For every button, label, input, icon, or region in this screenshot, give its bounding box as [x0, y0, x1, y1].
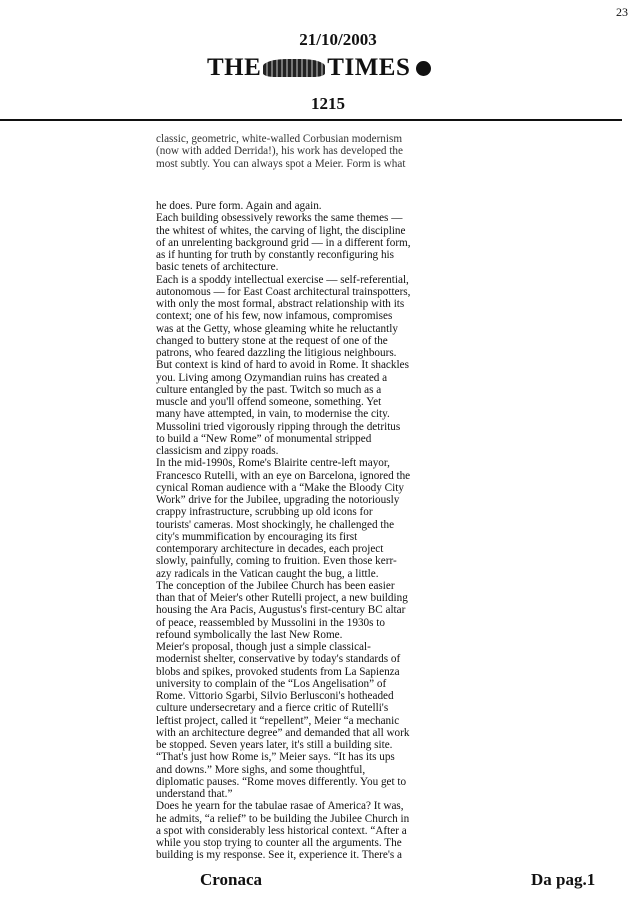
- text-line: culture undersecretary and a fierce critic of Rutelli's: [156, 702, 389, 715]
- text-line: culture entangled by the past. Twitch so much as a: [156, 383, 382, 396]
- text-line: classicism and zippy roads.: [156, 445, 279, 457]
- text-line: blobs and spikes, provoked students from La Sapienza: [156, 665, 400, 678]
- text-line: contemporary architecture in decades, each project: [156, 543, 384, 555]
- header-divider: [0, 119, 622, 121]
- text-line: Francesco Rutelli, with an eye on Barcelona, ignored the: [156, 469, 411, 482]
- text-line: Each building obsessively reworks the same themes —: [156, 212, 403, 225]
- text-line: But context is kind of hard to avoid in Rome. It shackles: [156, 359, 409, 372]
- text-line: with an architecture degree” and demanded that all work: [156, 726, 410, 739]
- text-line: azy radicals in the Vatican caught the bug, a little.: [156, 567, 379, 580]
- text-line: tourists' cameras. Most shockingly, he challenged the: [156, 518, 395, 531]
- issue-number: 1215: [311, 94, 345, 113]
- text-line: changed to buttery stone at the request of one of the: [156, 334, 388, 347]
- text-line: he admits, “a relief” to be building the Jubilee Church in: [156, 812, 410, 825]
- logo-dot-icon: [416, 61, 431, 76]
- text-line: autonomous — for East Coast architectural trainspotters,: [156, 285, 411, 298]
- text-line: most subtly. You can always spot a Meier. Form is what: [156, 157, 406, 170]
- text-line: In the mid-1990s, Rome's Blairite centre-left mayor,: [156, 457, 390, 470]
- text-line: a spot with considerably less historical context. “After a: [156, 824, 407, 837]
- royal-crest-icon: [263, 59, 325, 77]
- text-line: was at the Getty, whose gleaming white he reluctantly: [156, 322, 398, 335]
- text-line: and downs.” More sighs, and some thoughtful,: [156, 763, 366, 776]
- text-line: (now with added Derrida!), his work has developed the: [156, 145, 403, 158]
- text-line: he does. Pure form. Again and again.: [156, 200, 322, 212]
- text-line: slowly, painfully, coming to fruition. Even those kerr-: [156, 555, 397, 568]
- text-line: context; one of his few, now infamous, compromises: [156, 310, 393, 323]
- text-line: Mussolini tried vigorously ripping through the detritus: [156, 420, 401, 433]
- text-line: refound symbolically the last New Rome.: [156, 628, 343, 641]
- text-line: The conception of the Jubilee Church has been easier: [156, 579, 395, 592]
- text-line: to build a “New Rome” of monumental stripped: [156, 432, 372, 445]
- text-line: the whitest of whites, the carving of light, the discipline: [156, 224, 406, 237]
- text-line: basic tenets of architecture.: [156, 261, 279, 274]
- text-line: many have attempted, in vain, to modernise the city.: [156, 408, 390, 421]
- text-line: building is my response. See it, experience it. There's a: [156, 849, 403, 862]
- text-line: “That's just how Rome is,” Meier says. “It has its ups: [156, 751, 395, 764]
- text-line: Work” drive for the Jubilee, upgrading the notoriously: [156, 494, 400, 506]
- page-number: 23: [616, 5, 628, 19]
- article-body: [156, 200, 476, 862]
- text-line: patrons, who feared dazzling the litigious neighbours.: [156, 347, 397, 359]
- text-line: crappy infrastructure, scrubbing up old icons for: [156, 506, 373, 519]
- text-line: Does he yearn for the tabulae rasae of America? It was,: [156, 800, 404, 813]
- text-line: diplomatic pauses. “Rome moves differently. You get to: [156, 775, 407, 788]
- section-label: Cronaca: [200, 870, 263, 889]
- text-line: muscle and you'll offend someone, something. Yet: [156, 396, 382, 408]
- masthead-logo: THE TIMES: [207, 54, 431, 82]
- text-line: Meier's proposal, though just a simple classical-: [156, 641, 371, 653]
- text-line: leftist project, called it “repellent”, Meier “a mechanic: [156, 714, 400, 727]
- text-line: with only the most formal, abstract relationship with its: [156, 298, 405, 310]
- text-line: understand that.”: [156, 788, 233, 800]
- text-line: as if hunting for truth by constantly reconfiguring his: [156, 249, 395, 261]
- text-line: of peace, reassembled by Mussolini in the 1930s to: [156, 616, 385, 629]
- text-line: cynical Roman audience with a “Make the Bloody City: [156, 481, 404, 494]
- text-line: be stopped. Seven years later, it's still a building site.: [156, 739, 393, 751]
- text-line: Rome. Vittorio Sgarbi, Silvio Berlusconi's hotheaded: [156, 690, 394, 702]
- text-line: city's mummification by encouraging its first: [156, 530, 358, 543]
- text-line: than that of Meier's other Rutelli project, a new building: [156, 592, 408, 604]
- text-line: while you stop trying to counter all the arguments. The: [156, 837, 402, 849]
- publication-date: 21/10/2003: [299, 30, 377, 49]
- text-line: Each is a spoddy intellectual exercise — self-referential,: [156, 273, 409, 286]
- text-line: university to complain of the “Los Angelisation” of: [156, 677, 387, 690]
- text-line: of an unrelenting background grid — in a different form,: [156, 236, 411, 249]
- text-line: you. Living among Ozymandian ruins has created a: [156, 371, 388, 384]
- continued-label: Da pag.1: [531, 870, 596, 889]
- text-line: modernist shelter, conservative by today's standards of: [156, 653, 401, 666]
- text-line: housing the Ara Pacis, Augustus's first-century BC altar: [156, 604, 406, 617]
- text-line: classic, geometric, white-walled Corbusian modernism: [156, 133, 403, 145]
- article-excerpt-top: [156, 133, 476, 170]
